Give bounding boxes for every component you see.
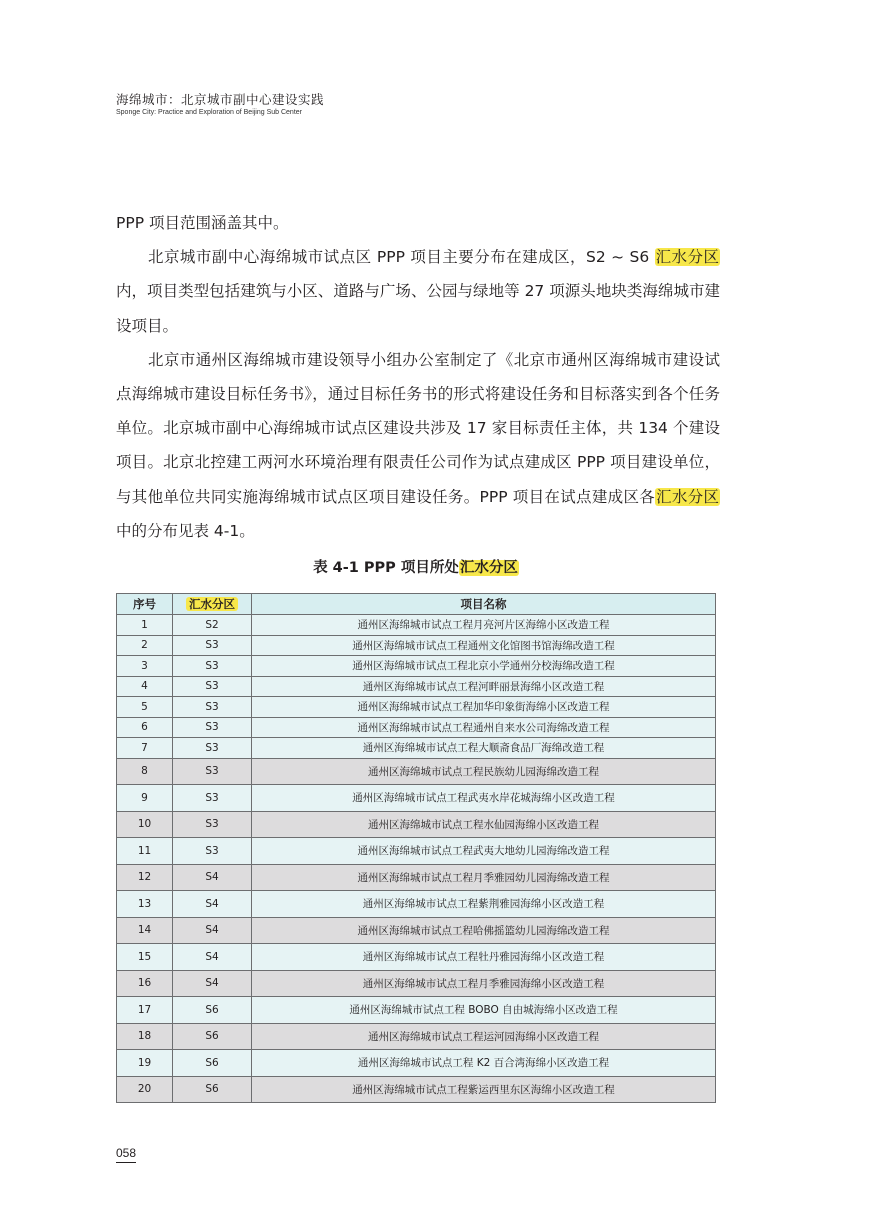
cell-index: 6 — [117, 717, 173, 738]
cell-project-name: 通州区海绵城市试点工程武夷大地幼儿园海绵改造工程 — [252, 838, 716, 865]
table-header-row — [117, 594, 716, 615]
cell-index: 18 — [117, 1023, 173, 1050]
paragraph-2 — [116, 240, 720, 343]
column-header-project: 项目名称 — [252, 594, 716, 615]
cell-project-name: 通州区海绵城市试点工程 BOBO 自由城海绵小区改造工程 — [252, 997, 716, 1024]
cell-project-name: 通州区海绵城市试点工程月亮河片区海绵小区改造工程 — [252, 615, 716, 636]
cell-project-name: 通州区海绵城市试点工程哈佛摇篮幼儿园海绵改造工程 — [252, 917, 716, 944]
table-row — [117, 676, 716, 697]
body-text — [116, 206, 720, 548]
cell-zone: S3 — [173, 717, 252, 738]
table-row — [117, 864, 716, 891]
running-header — [116, 90, 324, 116]
cell-zone: S6 — [173, 1076, 252, 1103]
cell-index: 13 — [117, 891, 173, 918]
highlight-term: 汇水分区 — [656, 487, 719, 506]
table-row — [117, 944, 716, 971]
table-row — [117, 758, 716, 785]
paragraph-3-text-b: 中的分布见表 4-1。 — [116, 521, 255, 540]
cell-project-name: 通州区海绵城市试点工程加华印象街海绵小区改造工程 — [252, 697, 716, 718]
cell-zone: S3 — [173, 758, 252, 785]
running-header-title: 海绵城市：北京城市副中心建设实践 — [116, 92, 325, 107]
highlight-term: 汇水分区 — [655, 248, 719, 267]
cell-project-name: 通州区海绵城市试点工程月季雅园幼儿园海绵改造工程 — [252, 864, 716, 891]
cell-index: 2 — [117, 635, 173, 656]
table-caption-text: 表 4-1 PPP 项目所处 — [313, 560, 459, 576]
table-row — [117, 838, 716, 865]
cell-index: 4 — [117, 676, 173, 697]
cell-project-name: 通州区海绵城市试点工程紫荆雅园海绵小区改造工程 — [252, 891, 716, 918]
highlight-term: 汇水分区 — [459, 560, 518, 576]
paragraph-2-text-a: 北京城市副中心海绵城市试点区 PPP 项目主要分布在建成区，S2 ~ S6 — [148, 248, 655, 267]
column-header-zone — [173, 594, 252, 615]
table-row — [117, 891, 716, 918]
cell-index: 12 — [117, 864, 173, 891]
cell-index: 3 — [117, 656, 173, 677]
cell-zone: S4 — [173, 891, 252, 918]
cell-zone: S3 — [173, 811, 252, 838]
cell-zone: S3 — [173, 635, 252, 656]
cell-index: 20 — [117, 1076, 173, 1103]
table-row — [117, 997, 716, 1024]
cell-index: 9 — [117, 785, 173, 812]
cell-index: 7 — [117, 738, 173, 759]
table-row — [117, 697, 716, 718]
cell-project-name: 通州区海绵城市试点工程通州自来水公司海绵改造工程 — [252, 717, 716, 738]
cell-zone: S3 — [173, 676, 252, 697]
cell-zone: S4 — [173, 944, 252, 971]
cell-project-name: 通州区海绵城市试点工程 K2 百合湾海绵小区改造工程 — [252, 1050, 716, 1077]
table-row — [117, 635, 716, 656]
cell-project-name: 通州区海绵城市试点工程河畔丽景海绵小区改造工程 — [252, 676, 716, 697]
cell-project-name: 通州区海绵城市试点工程武夷水岸花城海绵小区改造工程 — [252, 785, 716, 812]
cell-index: 5 — [117, 697, 173, 718]
cell-index: 10 — [117, 811, 173, 838]
cell-zone: S2 — [173, 615, 252, 636]
cell-project-name: 通州区海绵城市试点工程紫运西里东区海绵小区改造工程 — [252, 1076, 716, 1103]
table-row — [117, 615, 716, 636]
cell-project-name: 通州区海绵城市试点工程大顺斋食品厂海绵改造工程 — [252, 738, 716, 759]
table-caption — [116, 556, 716, 577]
cell-index: 11 — [117, 838, 173, 865]
cell-index: 15 — [117, 944, 173, 971]
table-row — [117, 785, 716, 812]
paragraph-3 — [116, 343, 720, 548]
cell-zone: S3 — [173, 838, 252, 865]
cell-project-name: 通州区海绵城市试点工程牡丹雅园海绵小区改造工程 — [252, 944, 716, 971]
cell-zone: S4 — [173, 917, 252, 944]
paragraph-2-text-b: 内，项目类型包括建筑与小区、道路与广场、公园与绿地等 27 项源头地块类海绵城市建设项目。 — [116, 282, 720, 335]
cell-project-name: 通州区海绵城市试点工程月季雅园海绵小区改造工程 — [252, 970, 716, 997]
ppp-project-table — [116, 593, 716, 1103]
cell-zone: S6 — [173, 997, 252, 1024]
table-row — [117, 1023, 716, 1050]
cell-zone: S4 — [173, 970, 252, 997]
cell-zone: S4 — [173, 864, 252, 891]
running-header-subtitle: Sponge City: Practice and Exploration of Beijing Sub Center — [116, 109, 302, 116]
column-header-index: 序号 — [117, 594, 173, 615]
paragraph-3-text-a: 北京市通州区海绵城市建设领导小组办公室制定了《北京市通州区海绵城市建设试点海绵城市建设目标任务书》，通过目标任务书的形式将建设任务和目标落实到各个任务单位。北京城市副中心海绵城市试点区建设共涉及 17 家目标责任主体，共 134 个建设项目。北京北控建工两河水环境治理有限责任公司作为试点建成区 PPP 项目建设单位，与其他单位共同实施海绵城市试点区项目建设任务。PPP 项目在试点建成区各 — [116, 350, 720, 506]
cell-project-name: 通州区海绵城市试点工程民族幼儿园海绵改造工程 — [252, 758, 716, 785]
highlight-term: 汇水分区 — [186, 597, 238, 611]
cell-index: 1 — [117, 615, 173, 636]
cell-zone: S3 — [173, 785, 252, 812]
cell-project-name: 通州区海绵城市试点工程北京小学通州分校海绵改造工程 — [252, 656, 716, 677]
cell-index: 17 — [117, 997, 173, 1024]
cell-zone: S3 — [173, 697, 252, 718]
cell-index: 14 — [117, 917, 173, 944]
cell-project-name: 通州区海绵城市试点工程水仙园海绵小区改造工程 — [252, 811, 716, 838]
table-row — [117, 1050, 716, 1077]
table-row — [117, 970, 716, 997]
page-number: 058 — [116, 1146, 137, 1160]
table-row — [117, 1076, 716, 1103]
page-number-underline — [116, 1162, 136, 1163]
table-row — [117, 656, 716, 677]
cell-index: 19 — [117, 1050, 173, 1077]
table-row — [117, 917, 716, 944]
table-row — [117, 717, 716, 738]
paragraph-1-text: PPP 项目范围涵盖其中。 — [116, 214, 289, 232]
cell-project-name: 通州区海绵城市试点工程通州文化馆图书馆海绵改造工程 — [252, 635, 716, 656]
cell-index: 8 — [117, 758, 173, 785]
cell-index: 16 — [117, 970, 173, 997]
table-body — [117, 615, 716, 1103]
cell-zone: S3 — [173, 656, 252, 677]
cell-zone: S6 — [173, 1050, 252, 1077]
table-row — [117, 738, 716, 759]
paragraph-1 — [116, 206, 720, 240]
cell-zone: S3 — [173, 738, 252, 759]
cell-zone: S6 — [173, 1023, 252, 1050]
table-row — [117, 811, 716, 838]
cell-project-name: 通州区海绵城市试点工程运河园海绵小区改造工程 — [252, 1023, 716, 1050]
